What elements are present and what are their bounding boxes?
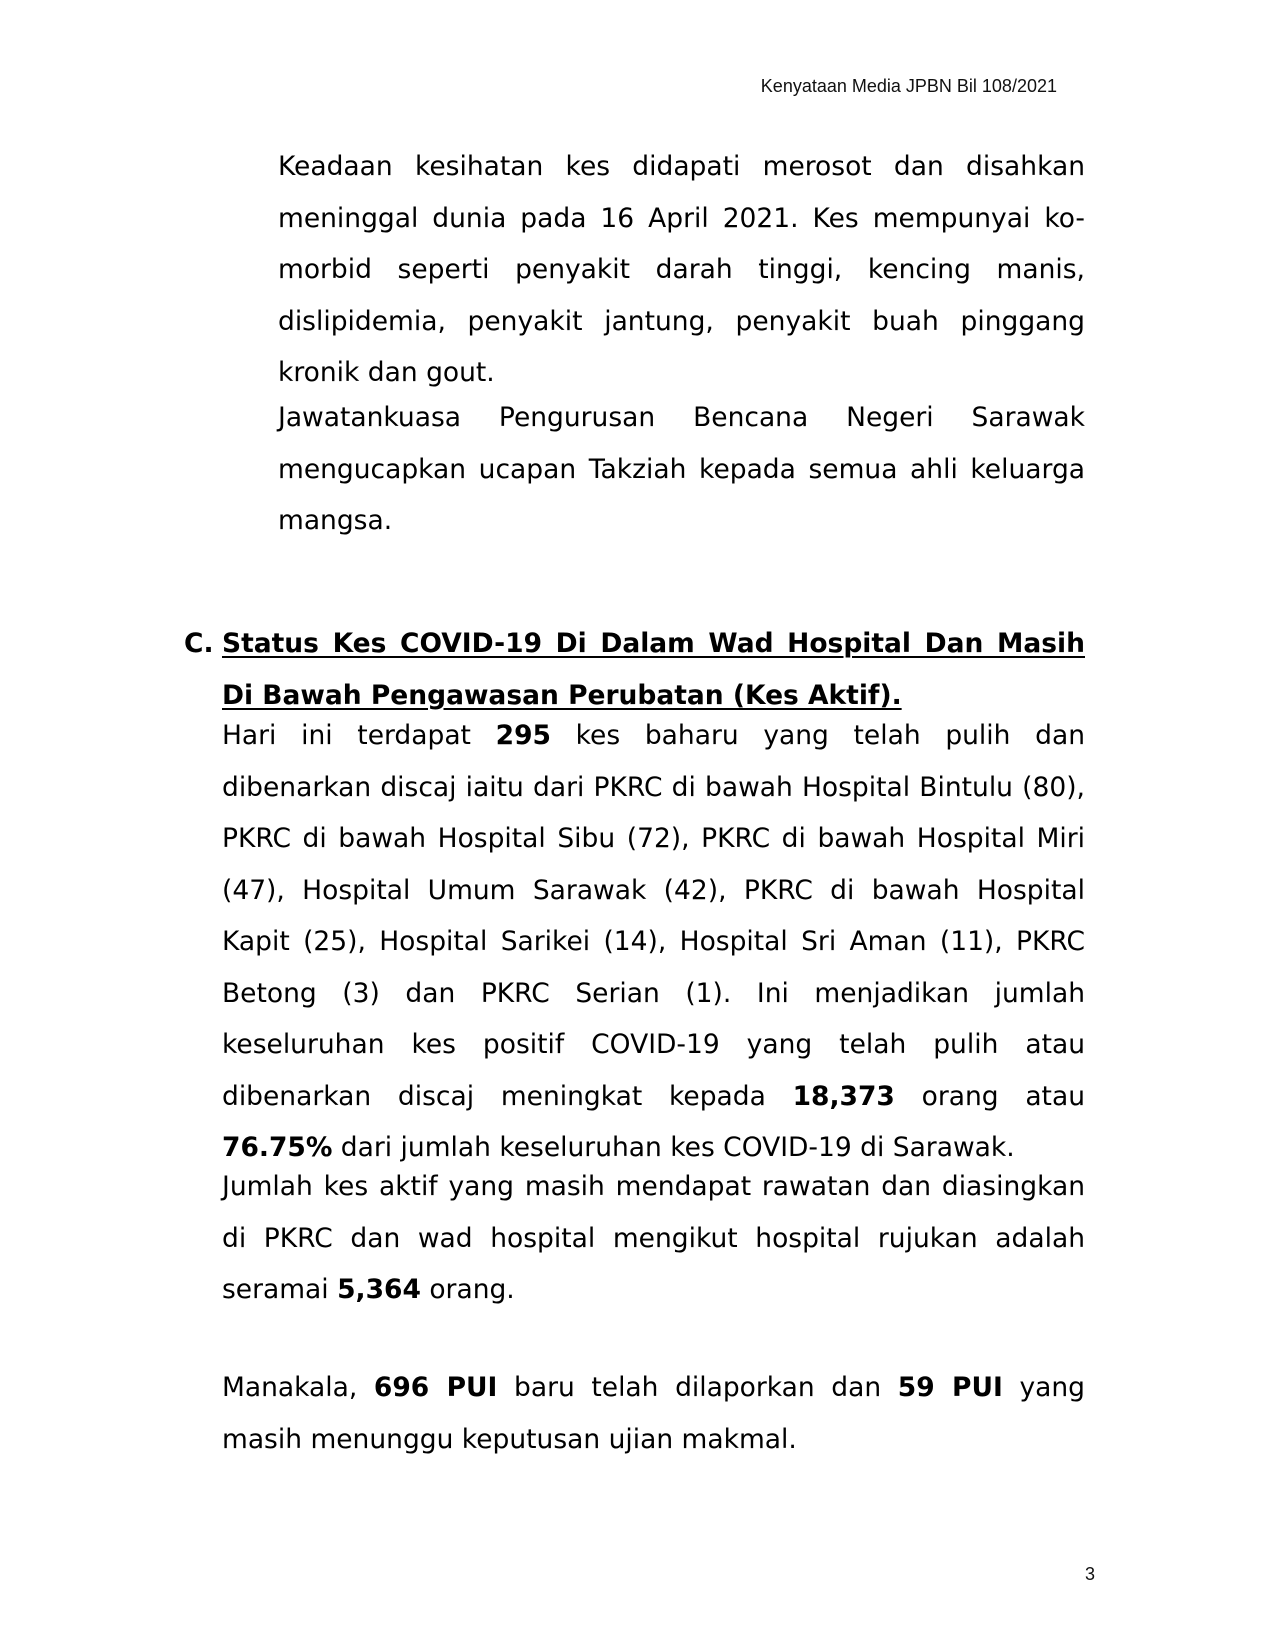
text-segment: baru telah dilaporkan dan bbox=[497, 1372, 898, 1403]
new-pui-count: 696 PUI bbox=[373, 1372, 498, 1403]
total-recovered-count: 18,373 bbox=[792, 1080, 895, 1112]
text-segment: yang masih menunggu keputusan ujian makmal. bbox=[222, 1372, 1086, 1455]
recovered-percentage: 76.75% bbox=[222, 1132, 333, 1163]
pending-pui-count: 59 PUI bbox=[897, 1372, 1003, 1403]
text-segment: dari jumlah keseluruhan kes COVID-19 di Sarawak. bbox=[332, 1132, 1015, 1163]
paragraph-case-condition: Keadaan kesihatan kes didapati merosot dan disahkan meninggal dunia pada 16 April 2021. Kes mempunyai ko-morbid seperti penyakit darah tinggi, kencing manis, dislipidemia, penyakit jantung, penyakit buah pinggang kronik dan gout. bbox=[278, 151, 1085, 388]
text-segment: Manakala, bbox=[222, 1372, 374, 1403]
text-segment: Jumlah kes aktif yang masih mendapat rawatan dan diasingkan di PKRC dan wad hospital mengikut hospital rujukan adalah seramai bbox=[222, 1171, 1085, 1305]
paragraph-recovered-cases bbox=[222, 710, 1085, 1174]
paragraph-pui bbox=[222, 1362, 1085, 1465]
recovered-today-count: 295 bbox=[495, 720, 551, 751]
text-segment: orang atau bbox=[894, 1080, 1085, 1112]
paragraph-active-cases bbox=[222, 1161, 1085, 1316]
text-segment: Hari ini terdapat bbox=[222, 720, 496, 751]
document-reference-header: Kenyataan Media JPBN Bil 108/2021 bbox=[760, 76, 1057, 96]
page-number: 3 bbox=[1084, 1564, 1095, 1584]
text-segment: orang. bbox=[420, 1274, 515, 1305]
active-cases-count: 5,364 bbox=[337, 1274, 421, 1305]
section-title: Status Kes COVID-19 Di Dalam Wad Hospital Dan Masih Di Bawah Pengawasan Perubatan (Kes Aktif). bbox=[222, 628, 1085, 711]
paragraph-condolences: Jawatankuasa Pengurusan Bencana Negeri Sarawak mengucapkan ucapan Takziah kepada semua ahli keluarga mangsa. bbox=[278, 402, 1085, 536]
text-segment: kes baharu yang telah pulih dan dibenarkan discaj iaitu dari PKRC di bawah Hospital Bintulu (80), PKRC di bawah Hospital Sibu (72), PKRC di bawah Hospital Miri (47), Hospital Umum Sarawak (42), PKRC di bawah Hospital Kapit (25), Hospital Sarikei (14), Hospital Sri Aman (11), PKRC Betong (3) dan PKRC Serian (1). Ini menjadikan jumlah keseluruhan kes positif COVID-19 yang telah pulih atau dibenarkan discaj meningkat kepada bbox=[222, 720, 1085, 1112]
section-letter: C. bbox=[184, 628, 214, 659]
